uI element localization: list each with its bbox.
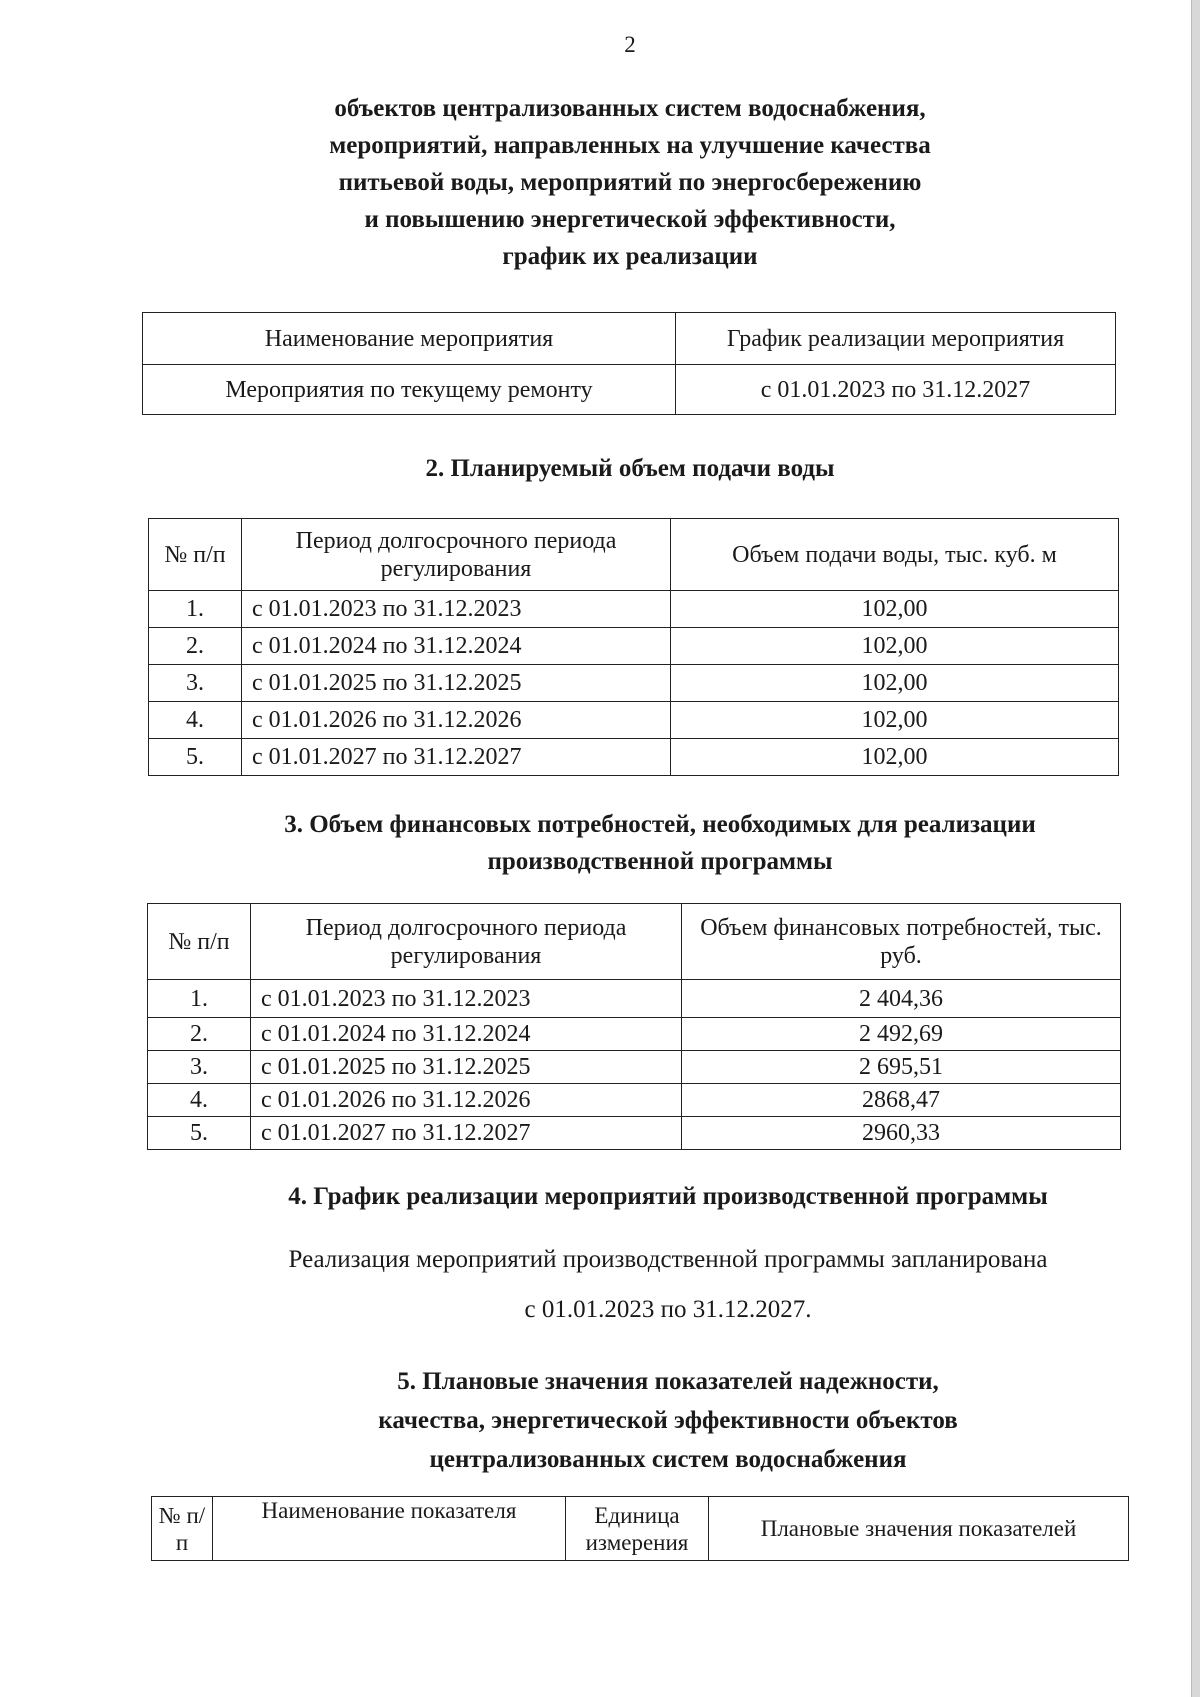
table-cell: 102,00 — [671, 591, 1119, 628]
column-header: Наименование показателя — [213, 1497, 566, 1561]
table-cell: 1. — [149, 591, 242, 628]
table-cell: 2. — [149, 628, 242, 665]
table-row — [148, 980, 1121, 1018]
table-cell: с 01.01.2024 по 31.12.2024 — [242, 628, 671, 665]
table-cell: Мероприятия по текущему ремонту — [143, 365, 676, 415]
table-cell: с 01.01.2026 по 31.12.2026 — [242, 702, 671, 739]
financial-needs-table — [147, 903, 1121, 1150]
column-header: Объем финансовых потребностей, тыс. руб. — [682, 904, 1121, 980]
table-cell: 102,00 — [671, 739, 1119, 776]
column-header: Плановые значения показателей — [709, 1497, 1129, 1561]
column-header: Период долгосрочного периода регулирования — [242, 519, 671, 591]
table-cell: 2868,47 — [682, 1084, 1121, 1117]
table-header-row — [149, 519, 1119, 591]
table-header-row — [148, 904, 1121, 980]
table-cell: с 01.01.2023 по 31.12.2023 — [251, 980, 682, 1018]
table-row — [149, 628, 1119, 665]
table-cell: 2 492,69 — [682, 1018, 1121, 1051]
section-3-title — [0, 806, 1200, 880]
heading-line: мероприятий, направленных на улучшение качества — [329, 132, 931, 159]
heading-line: качества, энергетической эффективности объектов — [378, 1407, 958, 1434]
heading-line: и повышению энергетической эффективности, — [364, 206, 896, 233]
table-cell: с 01.01.2025 по 31.12.2025 — [242, 665, 671, 702]
table-cell: с 01.01.2023 по 31.12.2023 — [242, 591, 671, 628]
table-row — [148, 1051, 1121, 1084]
table-cell: с 01.01.2025 по 31.12.2025 — [251, 1051, 682, 1084]
table-row — [148, 1018, 1121, 1051]
table-cell: с 01.01.2026 по 31.12.2026 — [251, 1084, 682, 1117]
heading-line: питьевой воды, мероприятий по энергосбережению — [338, 169, 922, 196]
intro-heading — [0, 90, 1200, 275]
heading-line: 3. Объем финансовых потребностей, необходимых для реализации — [284, 811, 1036, 838]
table-cell: 102,00 — [671, 702, 1119, 739]
section-4-text: Реализация мероприятий производственной программы запланирована — [288, 1246, 1048, 1273]
column-header: Наименование мероприятия — [143, 313, 676, 365]
column-header: № п/п — [149, 519, 242, 591]
section-4-text-dates: с 01.01.2023 по 31.12.2027. — [524, 1296, 812, 1323]
table-cell: 1. — [148, 980, 251, 1018]
table-row — [149, 702, 1119, 739]
column-header: № п/п — [152, 1497, 213, 1561]
heading-line: объектов централизованных систем водоснабжения, — [334, 95, 926, 122]
water-supply-table — [148, 518, 1119, 776]
column-header: График реализации мероприятия — [676, 313, 1116, 365]
table-cell: 5. — [149, 739, 242, 776]
table-cell: 2 404,36 — [682, 980, 1121, 1018]
table-cell: 2. — [148, 1018, 251, 1051]
indicators-table — [151, 1496, 1129, 1561]
table-cell: с 01.01.2027 по 31.12.2027 — [242, 739, 671, 776]
column-header: № п/п — [148, 904, 251, 980]
table-cell: с 01.01.2024 по 31.12.2024 — [251, 1018, 682, 1051]
table-cell: 5. — [148, 1117, 251, 1150]
table-cell: 4. — [148, 1084, 251, 1117]
activities-table — [142, 312, 1116, 415]
table-row — [149, 665, 1119, 702]
column-header: Период долгосрочного периода регулирования — [251, 904, 682, 980]
column-header: Объем подачи воды, тыс. куб. м — [671, 519, 1119, 591]
heading-line: 5. Плановые значения показателей надежности, — [397, 1368, 939, 1395]
section-2-title: 2. Планируемый объем подачи воды — [425, 455, 835, 482]
heading-line: график их реализации — [502, 243, 758, 270]
table-row — [149, 739, 1119, 776]
section-4-title: 4. График реализации мероприятий производственной программы — [288, 1183, 1048, 1210]
table-row — [148, 1084, 1121, 1117]
table-cell: 2 695,51 — [682, 1051, 1121, 1084]
table-cell: 2960,33 — [682, 1117, 1121, 1150]
table-cell: с 01.01.2023 по 31.12.2027 — [676, 365, 1116, 415]
table-header-row — [152, 1497, 1129, 1561]
page-number: 2 — [624, 32, 636, 57]
table-cell: с 01.01.2027 по 31.12.2027 — [251, 1117, 682, 1150]
table-cell: 4. — [149, 702, 242, 739]
table-cell: 102,00 — [671, 665, 1119, 702]
table-cell: 3. — [148, 1051, 251, 1084]
section-5-title — [0, 1362, 1200, 1479]
heading-line: централизованных систем водоснабжения — [429, 1446, 907, 1473]
table-header-row — [143, 313, 1116, 365]
table-row — [143, 365, 1116, 415]
table-cell: 3. — [149, 665, 242, 702]
column-header: Единица измерения — [566, 1497, 709, 1561]
heading-line: производственной программы — [487, 848, 833, 875]
table-row — [149, 591, 1119, 628]
table-cell: 102,00 — [671, 628, 1119, 665]
table-row — [148, 1117, 1121, 1150]
